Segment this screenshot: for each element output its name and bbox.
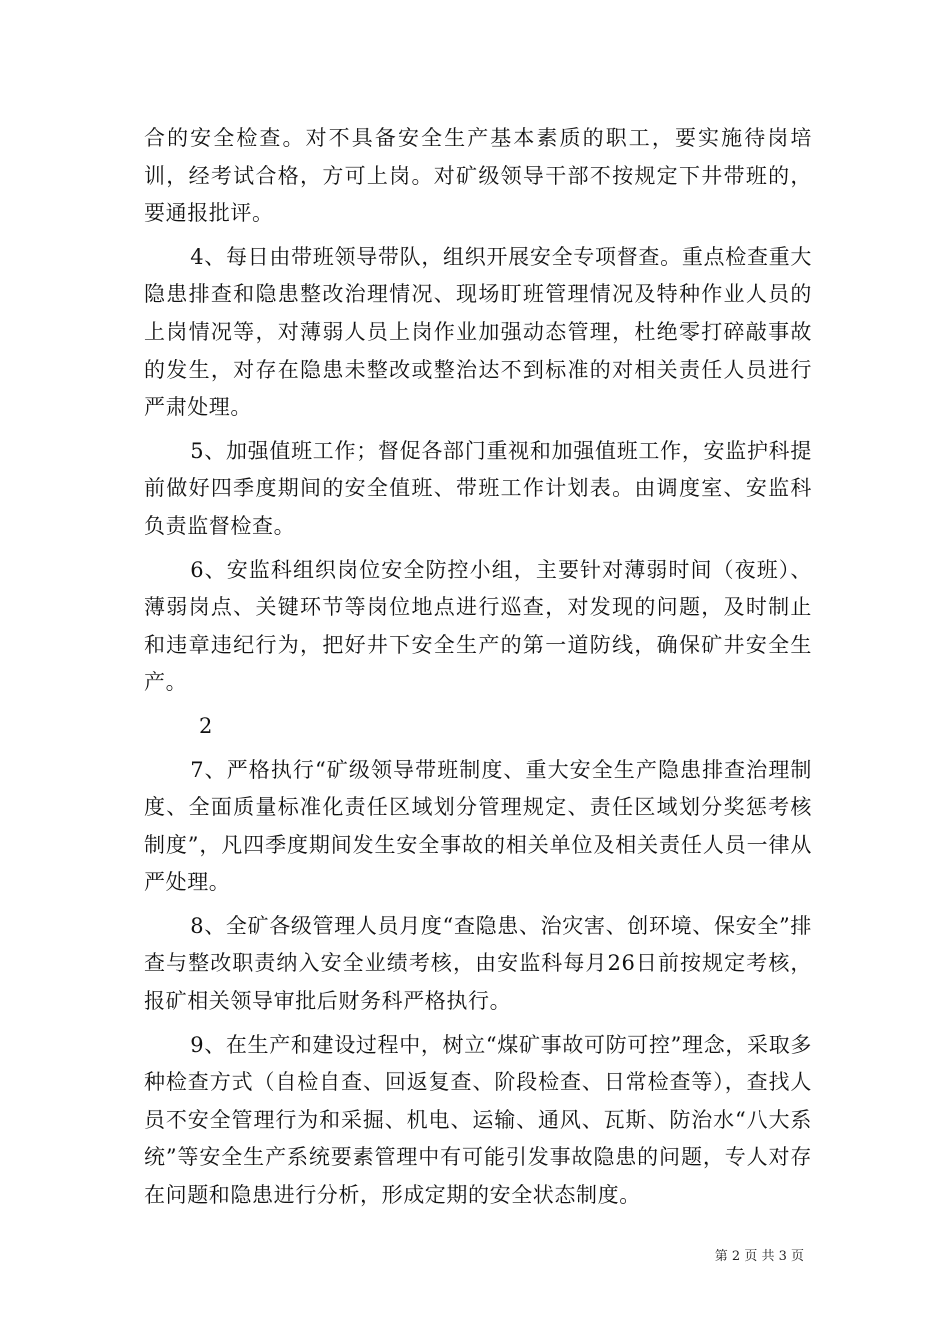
- paragraph-item-6: 6、安监科组织岗位安全防控小组，主要针对薄弱时间（夜班）、薄弱岗点、关键环节等岗位地点进行巡查，对发现的问题，及时制止和违章违纪行为，把好井下安全生产的第一道防线，确保矿井安全生产。: [144, 557, 812, 695]
- page-footer: 第 2 页 共 3 页: [714, 1249, 804, 1264]
- paragraph-item-7: 7、严格执行“矿级领导带班制度、重大安全生产隐患排查治理制度、全面质量标准化责任区域划分管理规定、责任区域划分奖惩考核制度”，凡四季度期间发生安全事故的相关单位及相关责任人员一律从严处理。: [144, 757, 812, 895]
- paragraph-item-8: 8、全矿各级管理人员月度“查隐患、治灾害、创环境、保安全”排查与整改职责纳入安全业绩考核，由安监科每月26日前按规定考核，报矿相关领导审批后财务科严格执行。: [144, 913, 812, 1014]
- paragraph-item-9: 9、在生产和建设过程中，树立“煤矿事故可防可控”理念，采取多种检查方式（自检自查、回返复查、阶段检查、日常检查等），查找人员不安全管理行为和采掘、机电、运输、通风、瓦斯、防治水“八大系统”等安全生产系统要素管理中有可能引发事故隐患的问题，专人对存在问题和隐患进行分析，形成定期的安全状态制度。: [144, 1032, 812, 1208]
- paragraph-continued: 合的安全检查。对不具备安全生产基本素质的职工，要实施待岗培训，经考试合格，方可上岗。对矿级领导干部不按规定下井带班的，要通报批评。: [144, 126, 812, 226]
- inline-page-number: 2: [199, 713, 213, 738]
- paragraph-item-5: 5、加强值班工作；督促各部门重视和加强值班工作，安监护科提前做好四季度期间的安全值班、带班工作计划表。由调度室、安监科负责监督检查。: [144, 438, 812, 538]
- document-body: [144, 120, 812, 1215]
- paragraph-item-4: 4、每日由带班领导带队，组织开展安全专项督查。重点检查重大隐患排查和隐患整改治理情况、现场盯班管理情况及特种作业人员的上岗情况等，对薄弱人员上岗作业加强动态管理，杜绝零打碎敲事故的发生，对存在隐患未整改或整治达不到标准的对相关责任人员进行严肃处理。: [144, 244, 812, 420]
